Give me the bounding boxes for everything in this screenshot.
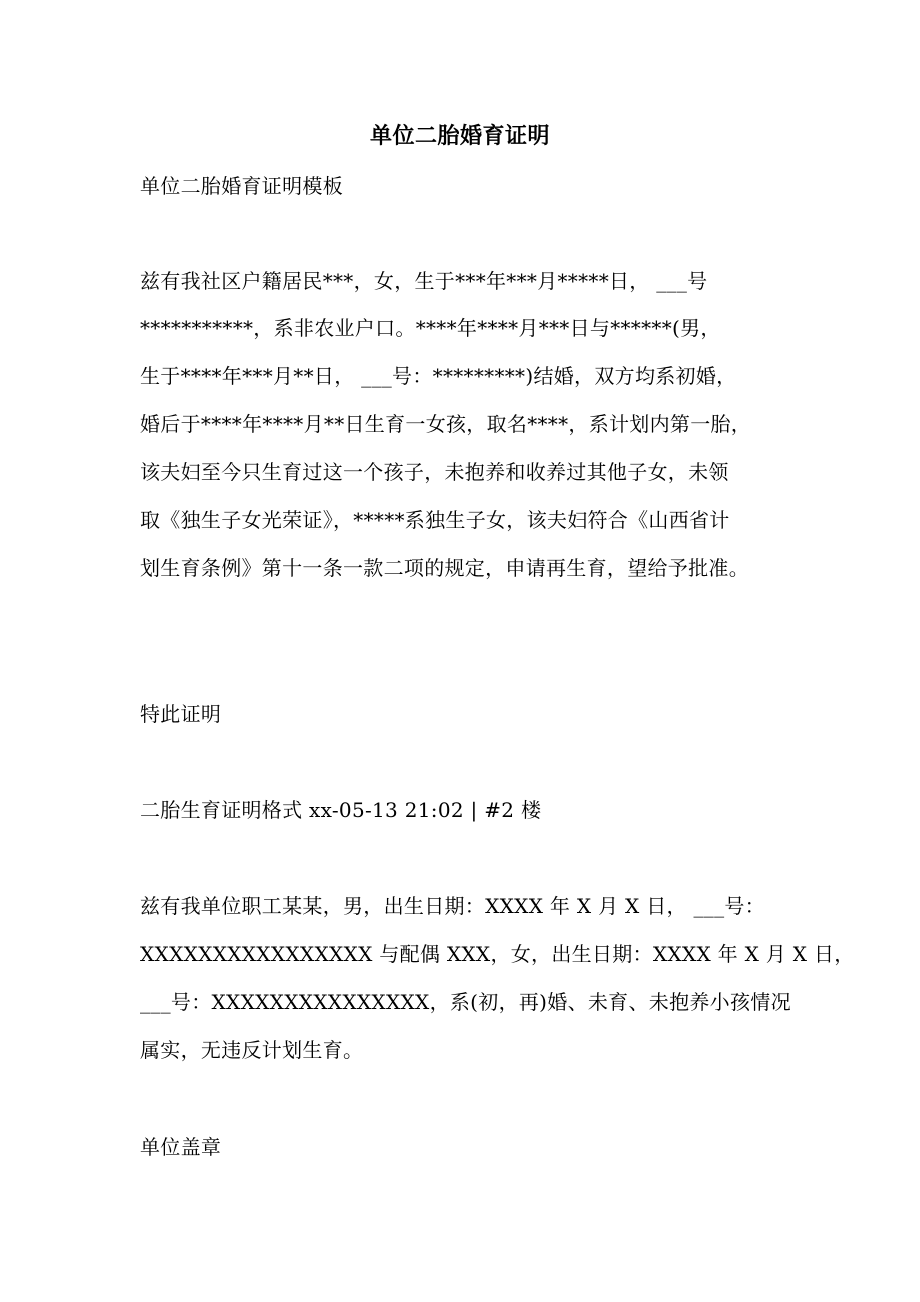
- paragraph1-line-6: 取《独生子女光荣证》，*****系独生子女，该夫妇符合《山西省计: [140, 508, 730, 532]
- paragraph2-line-4: 属实，无违反计划生育。: [140, 1038, 364, 1062]
- paragraph1-line-3: 生于****年***月**日， ___号：*********)结婚，双方均系初婚，: [140, 364, 737, 388]
- post-header: 二胎生育证明格式 xx-05-13 21:02 | #2 楼: [140, 798, 542, 822]
- paragraph2-line-1: 兹有我单位职工某某，男，出生日期：XXXX 年 X 月 X 日， ___号：: [140, 894, 765, 918]
- document-title: 单位二胎婚育证明: [369, 123, 550, 149]
- paragraph1-line-5: 该夫妇至今只生育过这一个孩子，未抱养和收养过其他子女，未领: [140, 460, 729, 484]
- paragraph1-line-4: 婚后于****年****月**日生育一女孩，取名****，系计划内第一胎，: [140, 412, 752, 436]
- certify-text: 特此证明: [140, 702, 222, 726]
- document-subtitle: 单位二胎婚育证明模板: [140, 174, 343, 198]
- paragraph1-line-1: 兹有我社区户籍居民***，女，生于***年***月*****日， ___号: [140, 269, 708, 293]
- paragraph2-line-2: XXXXXXXXXXXXXXXX 与配偶 XXX，女，出生日期：XXXX 年 X 月 X 日，: [140, 942, 855, 966]
- paragraph1-line-7: 划生育条例》第十一条一款二项的规定，申请再生育，望给予批准。: [140, 556, 749, 580]
- paragraph2-line-3: ___号：XXXXXXXXXXXXXXX，系(初，再)婚、未育、未抱养小孩情况: [140, 990, 791, 1014]
- seal-text: 单位盖章: [140, 1135, 222, 1159]
- paragraph1-line-2: ***********，系非农业户口。****年****月***日与******(男，: [140, 316, 721, 340]
